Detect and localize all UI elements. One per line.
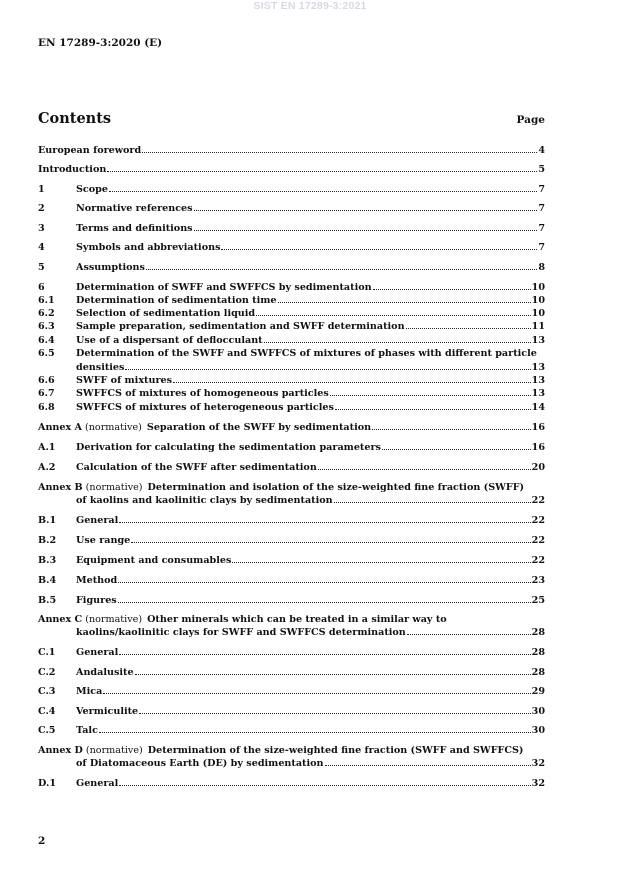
toc-entry-title: SWFFCS of mixtures of homogeneous particles <box>76 388 329 399</box>
toc-entry-number: B.1 <box>38 515 57 526</box>
page-title: Contents <box>38 110 112 127</box>
toc-entry-6-1[interactable] <box>38 295 545 307</box>
toc-entry-annex-b-line1[interactable] <box>38 482 545 494</box>
toc-entry-a-2[interactable] <box>38 462 545 474</box>
toc-entry-title: Other minerals which can be treated in a similar way to <box>147 614 447 625</box>
annex-label: Annex C <box>38 614 83 625</box>
toc-entry-page: 22 <box>531 515 545 526</box>
toc-entry-title: Assumptions <box>76 262 145 273</box>
toc-entry-page: 32 <box>531 758 545 769</box>
toc-entry-annex-b-line2[interactable] <box>38 495 545 507</box>
toc-entry-page: 22 <box>531 495 545 506</box>
toc-entry-number: 6.7 <box>38 388 55 399</box>
toc-entry-title: SWFF of mixtures <box>76 375 173 386</box>
toc-entry-number: 6.3 <box>38 321 55 332</box>
toc-entry-6[interactable] <box>38 282 545 294</box>
toc-entry-number: 6.6 <box>38 375 55 386</box>
toc-entry-page: 14 <box>531 402 545 413</box>
toc-entry-page: 10 <box>531 282 545 293</box>
toc-entry-title: Equipment and consumables <box>76 555 232 566</box>
toc-entry-page: 10 <box>531 308 545 319</box>
toc-entry-b-1[interactable] <box>38 515 545 527</box>
toc-entry-title: Determination of sedimentation time <box>76 295 277 306</box>
toc-entry-title-continued: kaolins/kaolinitic clays for SWFF and SWFFCS determination <box>76 627 406 638</box>
toc-entry-title: General <box>76 515 119 526</box>
toc-entry-title: Separation of the SWFF by sedimentation <box>146 422 372 433</box>
toc-entry-6-4[interactable] <box>38 335 545 347</box>
toc-entry-c-1[interactable] <box>38 647 545 659</box>
toc-entry-title: Use range <box>76 535 131 546</box>
toc-entry-title: Method <box>76 575 118 586</box>
toc-entry-page: 5 <box>538 164 545 175</box>
annex-type: (normative) <box>85 422 142 433</box>
toc-entry-title: Normative references <box>76 203 193 214</box>
toc-entry-5[interactable] <box>38 262 545 274</box>
annex-type: (normative) <box>85 745 143 756</box>
toc-entry-6-6[interactable] <box>38 375 545 387</box>
toc-entry-number: 2 <box>38 203 45 214</box>
toc-entry-title-continued: of kaolins and kaolinitic clays by sedimentation <box>76 495 333 506</box>
toc-entry-page: 10 <box>531 295 545 306</box>
toc-entry-page: 16 <box>531 442 545 453</box>
toc-entry-title: Sample preparation, sedimentation and SWFF determination <box>76 321 405 332</box>
toc-entry-title: European foreword <box>38 145 142 156</box>
toc-entry-number: C.2 <box>38 667 56 678</box>
toc-entry-page: 7 <box>538 242 545 253</box>
toc-entry-page: 11 <box>531 321 545 332</box>
toc-entry-title: SWFFCS of mixtures of heterogeneous particles <box>76 402 334 413</box>
toc-entry-page: 30 <box>531 706 545 717</box>
watermark: SIST EN 17289-3:2021 <box>253 0 367 12</box>
toc-entry-a-1[interactable] <box>38 442 545 454</box>
toc-entry-page: 13 <box>531 388 545 399</box>
toc-entry-1[interactable] <box>38 184 545 196</box>
toc-entry-title-continued: of Diatomaceous Earth (DE) by sedimentation <box>76 758 324 769</box>
toc-entry-number: 6 <box>38 282 45 293</box>
toc-entry-c-5[interactable] <box>38 725 545 737</box>
toc-entry-page: 7 <box>538 184 545 195</box>
document-id: EN 17289-3:2020 (E) <box>38 37 163 49</box>
toc-entry-page: 16 <box>531 422 545 433</box>
toc-entry-title: Determination of SWFF and SWFFCS by sedimentation <box>76 282 372 293</box>
toc-entry-page: 28 <box>531 647 545 658</box>
toc-entry-page: 30 <box>531 725 545 736</box>
annex-label: Annex B <box>38 482 83 493</box>
toc-entry-number: 6.2 <box>38 308 55 319</box>
page-column-label: Page <box>516 114 545 126</box>
toc-entry-annex-c-line1[interactable] <box>38 614 545 626</box>
toc-entry-b-5[interactable] <box>38 595 545 607</box>
toc-entry-2[interactable] <box>38 203 545 215</box>
toc-entry-annex-d-line2[interactable] <box>38 758 545 770</box>
toc-entry-b-4[interactable] <box>38 575 545 587</box>
toc-entry-title: Use of a dispersant of deflocculant <box>76 335 263 346</box>
toc-entry-title-continued: densities <box>76 362 125 373</box>
toc-entry-6-5-line2[interactable] <box>38 362 545 374</box>
toc-entry-number: C.5 <box>38 725 56 736</box>
toc-entry-page: 28 <box>531 667 545 678</box>
toc-entry-6-3[interactable] <box>38 321 545 333</box>
toc-entry-page: 13 <box>531 362 545 373</box>
toc-entry-title: Determination of the SWFF and SWFFCS of mixtures of phases with different particle <box>76 348 537 359</box>
toc-entry-title: Scope <box>76 184 108 195</box>
toc-entry-title: Symbols and abbreviations <box>76 242 221 253</box>
annex-type: (normative) <box>85 482 143 493</box>
toc-entry-page: 7 <box>538 223 545 234</box>
toc-entry-title: Talc <box>76 725 98 736</box>
toc-entry-4[interactable] <box>38 242 545 254</box>
toc-entry-number: B.4 <box>38 575 57 586</box>
toc-entry-title: General <box>76 778 119 789</box>
toc-entry-page: 28 <box>531 627 545 638</box>
annex-label: Annex A <box>38 422 83 433</box>
toc-entry-page: 22 <box>531 535 545 546</box>
toc-entry-number: B.3 <box>38 555 57 566</box>
toc-entry-6-5-line1[interactable] <box>38 348 545 360</box>
toc-entry-annex-c-line2[interactable] <box>38 627 545 639</box>
toc-entry-title: General <box>76 647 119 658</box>
toc-entry-number: 6.4 <box>38 335 55 346</box>
toc-entry-page: 29 <box>531 686 545 697</box>
toc-entry-number: A.2 <box>38 462 56 473</box>
toc-entry-number: 4 <box>38 242 45 253</box>
toc-entry-b-2[interactable] <box>38 535 545 547</box>
toc-entry-6-2[interactable] <box>38 308 545 320</box>
toc-entry-page: 13 <box>531 335 545 346</box>
toc-entry-3[interactable] <box>38 223 545 235</box>
toc-entry-page: 8 <box>538 262 545 273</box>
toc-entry-title: Mica <box>76 686 103 697</box>
toc-entry-number: 6.8 <box>38 402 55 413</box>
toc-entry-title: Derivation for calculating the sedimentation parameters <box>76 442 381 453</box>
toc-entry-6-8[interactable] <box>38 402 545 414</box>
toc-entry-title: Vermiculite <box>76 706 139 717</box>
toc-entry-page: 23 <box>531 575 545 586</box>
toc-entry-number: 3 <box>38 223 45 234</box>
toc-entry-title: Andalusite <box>76 667 134 678</box>
toc-entry-annex-d-line1[interactable] <box>38 745 545 757</box>
toc-entry-number: B.2 <box>38 535 57 546</box>
toc-entry-number: 1 <box>38 184 45 195</box>
page-number: 2 <box>38 835 46 847</box>
toc-entry-page: 20 <box>531 462 545 473</box>
toc-entry-page: 13 <box>531 375 545 386</box>
toc-entry-c-4[interactable] <box>38 706 545 718</box>
toc-entry-6-7[interactable] <box>38 388 545 400</box>
toc-entry-title: Calculation of the SWFF after sedimentation <box>76 462 317 473</box>
toc-entry-number: 6.1 <box>38 295 55 306</box>
toc-entry-annex-a[interactable] <box>38 422 545 434</box>
toc-entry-number: D.1 <box>38 778 56 789</box>
toc-entry-number: C.4 <box>38 706 56 717</box>
toc-entry-number: 6.5 <box>38 348 55 359</box>
toc-entry-number: 5 <box>38 262 45 273</box>
toc-entry-c-3[interactable] <box>38 686 545 698</box>
toc-entry-title: Determination and isolation of the size-weighted fine fraction (SWFF) <box>147 482 525 493</box>
toc-entry-european-foreword[interactable] <box>38 145 545 157</box>
toc-entry-page: 25 <box>531 595 545 606</box>
annex-type: (normative) <box>85 614 143 625</box>
toc-entry-d-1[interactable] <box>38 778 545 790</box>
toc-entry-title: Figures <box>76 595 117 606</box>
toc-entry-number: C.3 <box>38 686 56 697</box>
toc-entry-page: 4 <box>538 145 545 156</box>
toc-entry-page: 22 <box>531 555 545 566</box>
annex-label: Annex D <box>38 745 83 756</box>
toc-entry-title: Selection of sedimentation liquid <box>76 308 256 319</box>
toc-entry-title: Determination of the size-weighted fine fraction (SWFF and SWFFCS) <box>147 745 524 756</box>
toc-entry-c-2[interactable] <box>38 667 545 679</box>
toc-entry-title: Introduction <box>38 164 107 175</box>
toc-entry-introduction[interactable] <box>38 164 545 176</box>
toc-entry-number: C.1 <box>38 647 56 658</box>
toc-entry-b-3[interactable] <box>38 555 545 567</box>
toc-entry-page: 7 <box>538 203 545 214</box>
toc-entry-number: A.1 <box>38 442 56 453</box>
toc-entry-number: B.5 <box>38 595 57 606</box>
toc-entry-title: Terms and definitions <box>76 223 193 234</box>
toc-entry-page: 32 <box>531 778 545 789</box>
